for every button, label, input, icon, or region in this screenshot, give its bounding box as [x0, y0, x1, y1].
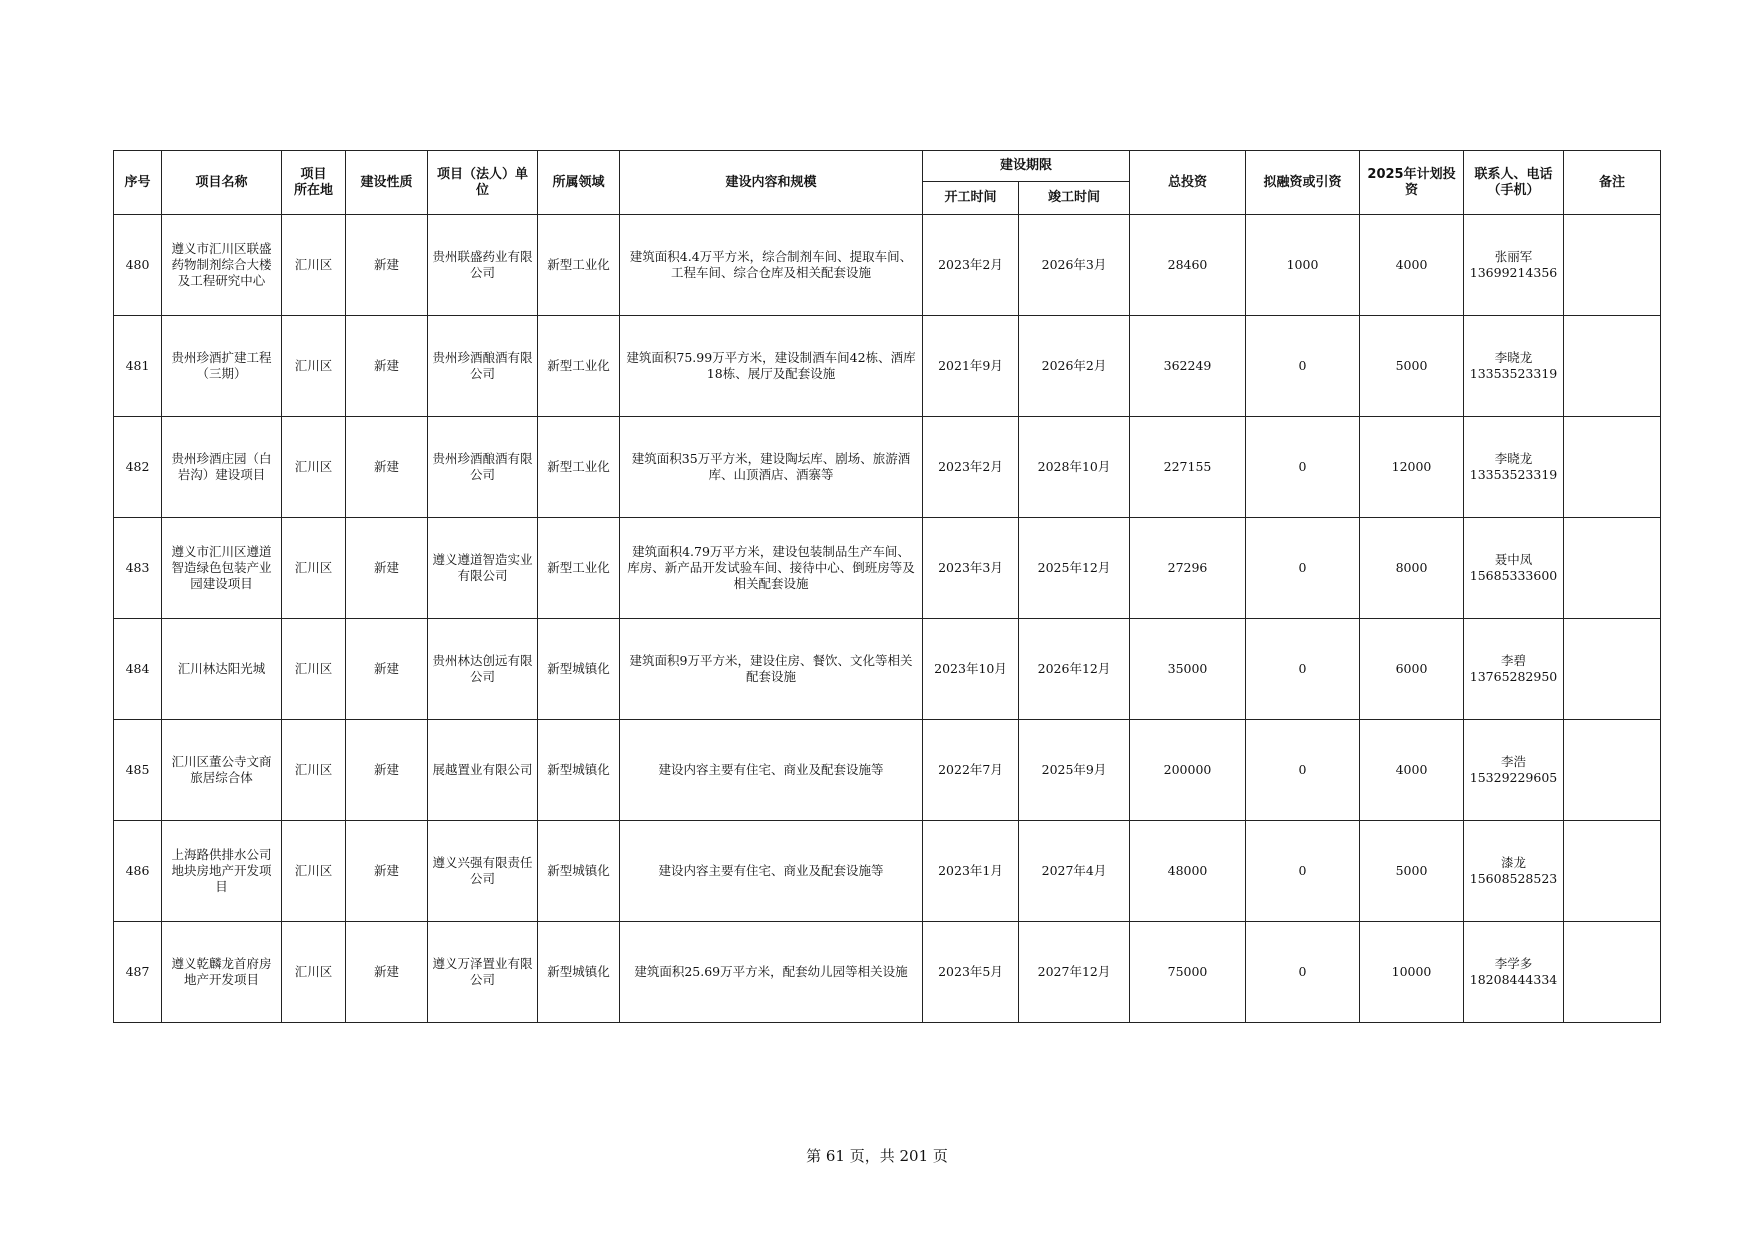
cell-content: 建筑面积25.69万平方米，配套幼儿园等相关设施 — [620, 922, 923, 1023]
header-start-time: 开工时间 — [923, 182, 1019, 215]
cell-remark — [1564, 619, 1661, 720]
cell-total: 227155 — [1130, 417, 1246, 518]
cell-remark — [1564, 821, 1661, 922]
cell-plan2025: 5000 — [1360, 821, 1464, 922]
cell-content: 建设内容主要有住宅、商业及配套设施等 — [620, 720, 923, 821]
cell-domain: 新型城镇化 — [538, 720, 620, 821]
cell-start: 2023年10月 — [923, 619, 1019, 720]
cell-end: 2025年12月 — [1019, 518, 1130, 619]
cell-start: 2022年7月 — [923, 720, 1019, 821]
cell-plan2025: 4000 — [1360, 720, 1464, 821]
cell-end: 2026年12月 — [1019, 619, 1130, 720]
cell-seq: 480 — [114, 215, 162, 316]
cell-location: 汇川区 — [282, 316, 346, 417]
cell-end: 2027年4月 — [1019, 821, 1130, 922]
cell-start: 2023年3月 — [923, 518, 1019, 619]
cell-contact: 张丽军 13699214356 — [1464, 215, 1564, 316]
cell-financing: 0 — [1246, 922, 1360, 1023]
cell-owner: 展越置业有限公司 — [428, 720, 538, 821]
header-end-time: 竣工时间 — [1019, 182, 1130, 215]
table-row — [114, 518, 1661, 619]
cell-start: 2023年2月 — [923, 215, 1019, 316]
cell-name: 遵义乾麟龙首府房地产开发项目 — [162, 922, 282, 1023]
cell-owner: 贵州林达创远有限公司 — [428, 619, 538, 720]
cell-contact: 李碧 13765282950 — [1464, 619, 1564, 720]
cell-financing: 0 — [1246, 417, 1360, 518]
cell-owner: 贵州珍酒酿酒有限公司 — [428, 316, 538, 417]
cell-content: 建筑面积9万平方米，建设住房、餐饮、文化等相关配套设施 — [620, 619, 923, 720]
table-row — [114, 215, 1661, 316]
table-row — [114, 417, 1661, 518]
header-project-name: 项目名称 — [162, 151, 282, 215]
cell-contact: 李学多 18208444334 — [1464, 922, 1564, 1023]
cell-location: 汇川区 — [282, 417, 346, 518]
cell-plan2025: 5000 — [1360, 316, 1464, 417]
cell-end: 2028年10月 — [1019, 417, 1130, 518]
cell-domain: 新型工业化 — [538, 417, 620, 518]
cell-end: 2025年9月 — [1019, 720, 1130, 821]
cell-domain: 新型工业化 — [538, 316, 620, 417]
cell-total: 48000 — [1130, 821, 1246, 922]
cell-total: 200000 — [1130, 720, 1246, 821]
cell-domain: 新型城镇化 — [538, 619, 620, 720]
cell-start: 2023年1月 — [923, 821, 1019, 922]
cell-contact: 李晓龙 13353523319 — [1464, 417, 1564, 518]
cell-domain: 新型城镇化 — [538, 922, 620, 1023]
cell-seq: 486 — [114, 821, 162, 922]
cell-content: 建筑面积4.79万平方米，建设包装制品生产车间、库房、新产品开发试验车间、接待中心、倒班房等及相关配套设施 — [620, 518, 923, 619]
cell-nature: 新建 — [346, 316, 428, 417]
table-row — [114, 316, 1661, 417]
cell-seq: 484 — [114, 619, 162, 720]
header-remark: 备注 — [1564, 151, 1661, 215]
cell-start: 2023年5月 — [923, 922, 1019, 1023]
cell-location: 汇川区 — [282, 922, 346, 1023]
cell-name: 遵义市汇川区遵道智造绿色包装产业园建设项目 — [162, 518, 282, 619]
cell-financing: 1000 — [1246, 215, 1360, 316]
header-seq: 序号 — [114, 151, 162, 215]
cell-seq: 485 — [114, 720, 162, 821]
cell-seq: 483 — [114, 518, 162, 619]
cell-content: 建筑面积4.4万平方米，综合制剂车间、提取车间、工程车间、综合仓库及相关配套设施 — [620, 215, 923, 316]
header-period: 建设期限 — [923, 151, 1130, 182]
cell-nature: 新建 — [346, 922, 428, 1023]
cell-financing: 0 — [1246, 518, 1360, 619]
cell-owner: 遵义万泽置业有限公司 — [428, 922, 538, 1023]
cell-financing: 0 — [1246, 619, 1360, 720]
header-total-investment: 总投资 — [1130, 151, 1246, 215]
cell-end: 2026年2月 — [1019, 316, 1130, 417]
cell-nature: 新建 — [346, 720, 428, 821]
cell-owner: 遵义遵道智造实业有限公司 — [428, 518, 538, 619]
cell-location: 汇川区 — [282, 821, 346, 922]
cell-remark — [1564, 215, 1661, 316]
cell-owner: 贵州珍酒酿酒有限公司 — [428, 417, 538, 518]
cell-plan2025: 4000 — [1360, 215, 1464, 316]
cell-owner: 遵义兴强有限责任公司 — [428, 821, 538, 922]
cell-contact: 聂中凤 15685333600 — [1464, 518, 1564, 619]
header-contact: 联系人、电话 （手机） — [1464, 151, 1564, 215]
cell-remark — [1564, 922, 1661, 1023]
cell-location: 汇川区 — [282, 720, 346, 821]
cell-remark — [1564, 417, 1661, 518]
cell-content: 建筑面积75.99万平方米，建设制酒车间42栋、酒库18栋、展厅及配套设施 — [620, 316, 923, 417]
cell-nature: 新建 — [346, 821, 428, 922]
cell-total: 35000 — [1130, 619, 1246, 720]
table-row — [114, 922, 1661, 1023]
cell-name: 贵州珍酒庄园（白岩沟）建设项目 — [162, 417, 282, 518]
cell-seq: 481 — [114, 316, 162, 417]
cell-content: 建设内容主要有住宅、商业及配套设施等 — [620, 821, 923, 922]
cell-total: 75000 — [1130, 922, 1246, 1023]
table-row — [114, 619, 1661, 720]
cell-nature: 新建 — [346, 417, 428, 518]
table-row — [114, 720, 1661, 821]
cell-name: 上海路供排水公司地块房地产开发项目 — [162, 821, 282, 922]
header-plan-2025: 2025年计划投资 — [1360, 151, 1464, 215]
page-footer: 第 61 页，共 201 页 — [806, 1147, 948, 1165]
cell-contact: 李晓龙 13353523319 — [1464, 316, 1564, 417]
cell-start: 2021年9月 — [923, 316, 1019, 417]
header-location: 项目 所在地 — [282, 151, 346, 215]
cell-total: 28460 — [1130, 215, 1246, 316]
cell-contact: 漆龙 15608528523 — [1464, 821, 1564, 922]
cell-plan2025: 8000 — [1360, 518, 1464, 619]
cell-nature: 新建 — [346, 518, 428, 619]
cell-nature: 新建 — [346, 619, 428, 720]
header-content: 建设内容和规模 — [620, 151, 923, 215]
cell-name: 遵义市汇川区联盛药物制剂综合大楼及工程研究中心 — [162, 215, 282, 316]
cell-location: 汇川区 — [282, 619, 346, 720]
cell-nature: 新建 — [346, 215, 428, 316]
table-row — [114, 821, 1661, 922]
cell-name: 汇川区董公寺文商旅居综合体 — [162, 720, 282, 821]
header-financing: 拟融资或引资 — [1246, 151, 1360, 215]
cell-location: 汇川区 — [282, 215, 346, 316]
cell-total: 362249 — [1130, 316, 1246, 417]
cell-remark — [1564, 518, 1661, 619]
cell-content: 建筑面积35万平方米，建设陶坛库、剧场、旅游酒库、山顶酒店、酒寨等 — [620, 417, 923, 518]
cell-seq: 482 — [114, 417, 162, 518]
cell-plan2025: 10000 — [1360, 922, 1464, 1023]
cell-domain: 新型工业化 — [538, 215, 620, 316]
cell-domain: 新型城镇化 — [538, 821, 620, 922]
cell-plan2025: 6000 — [1360, 619, 1464, 720]
header-owner: 项目（法人）单位 — [428, 151, 538, 215]
cell-name: 汇川林达阳光城 — [162, 619, 282, 720]
cell-start: 2023年2月 — [923, 417, 1019, 518]
cell-plan2025: 12000 — [1360, 417, 1464, 518]
cell-location: 汇川区 — [282, 518, 346, 619]
cell-name: 贵州珍酒扩建工程（三期） — [162, 316, 282, 417]
cell-financing: 0 — [1246, 720, 1360, 821]
cell-owner: 贵州联盛药业有限公司 — [428, 215, 538, 316]
cell-remark — [1564, 316, 1661, 417]
cell-domain: 新型工业化 — [538, 518, 620, 619]
cell-total: 27296 — [1130, 518, 1246, 619]
project-table — [113, 150, 1661, 1023]
cell-end: 2027年12月 — [1019, 922, 1130, 1023]
cell-end: 2026年3月 — [1019, 215, 1130, 316]
header-nature: 建设性质 — [346, 151, 428, 215]
cell-financing: 0 — [1246, 316, 1360, 417]
cell-financing: 0 — [1246, 821, 1360, 922]
header-domain: 所属领域 — [538, 151, 620, 215]
cell-contact: 李浩 15329229605 — [1464, 720, 1564, 821]
cell-remark — [1564, 720, 1661, 821]
cell-seq: 487 — [114, 922, 162, 1023]
